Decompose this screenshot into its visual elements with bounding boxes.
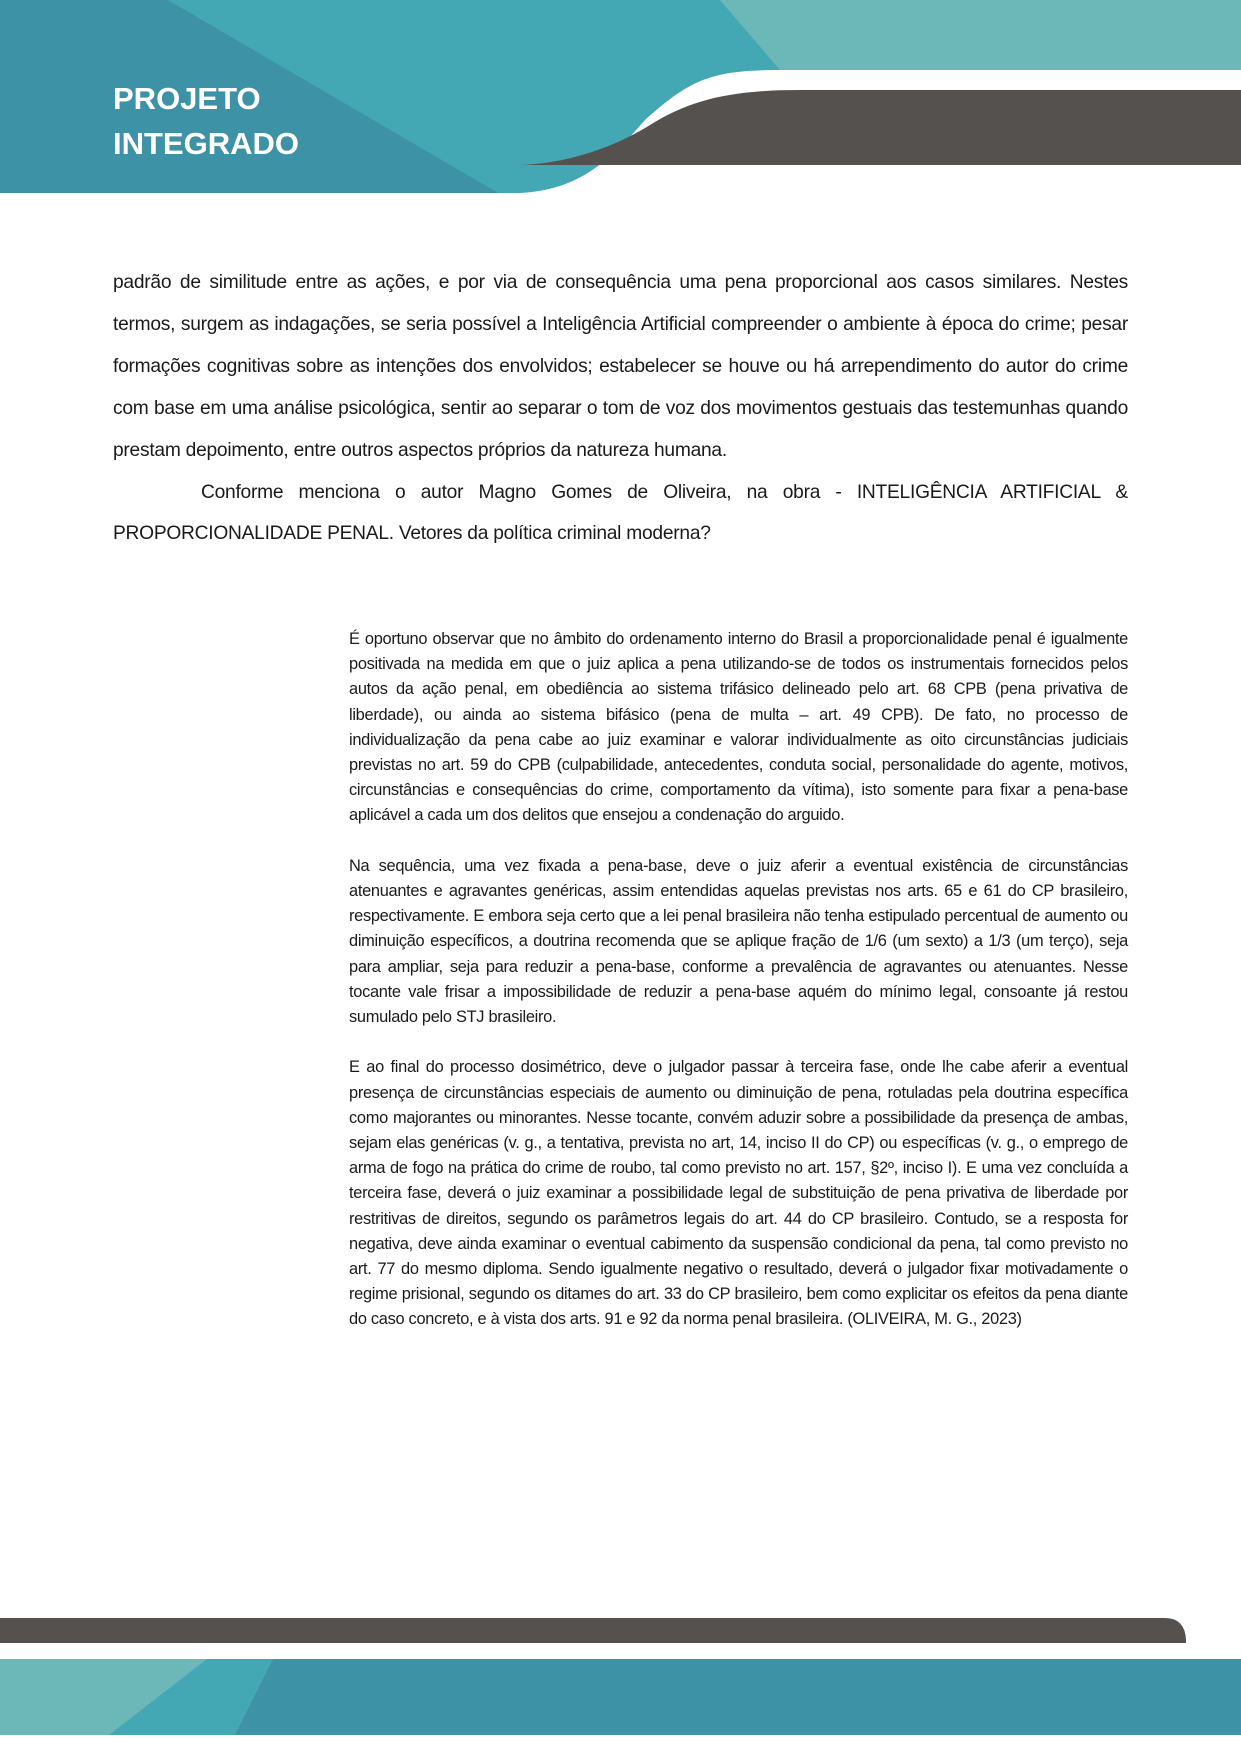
body-paragraph: Conforme menciona o autor Magno Gomes de Oliveira, na obra - INTELIGÊNCIA ARTIFICIAL & PROPORCIONALIDADE PENAL. Vetores da política criminal moderna? [113,481,1128,545]
quote-paragraph: Na sequência, uma vez fixada a pena-base, deve o juiz aferir a eventual existência de circunstâncias atenuantes e agravantes genéricas, assim entendidas aquelas previstas nos arts. 65 e 61 do CP brasileiro, respectivamente. E embora seja certo que a lei penal brasileira não tenha estipulado percentual de aumento ou diminuição específicos, a doutrina recomenda que se aplique fração de 1/6 (um sexto) a 1/3 (um terço), seja para ampliar, seja para reduzir a pena-base, conforme a prevalência de agravantes ou atenuantes. Nesse tocante vale frisar a impossibilidade de reduzir a pena-base aquém do mínimo legal, consoante já restou sumulado pelo STJ brasileiro. [349,856,1128,1027]
brand-line-1: PROJETO [113,81,261,116]
quote-paragraph: É oportuno observar que no âmbito do ordenamento interno do Brasil a proporcionalidade penal é igualmente positivada na medida em que o juiz aplica a pena utilizando-se de todos os instrumentais fornecidos pelos autos da ação penal, em obediência ao sistema trifásico delineado pelo art. 68 CPB (pena privativa de liberdade), ou ainda ao sistema bifásico (pena de multa – art. 49 CPB). De fato, no processo de individualização da pena cabe ao juiz examinar e valorar individualmente as oito circunstâncias judiciais previstas no art. 59 do CPB (culpabilidade, antecedentes, conduta social, personalidade do agente, motivos, circunstâncias e consequências do crime, comportamento da vítima), isto somente para fixar a pena-base aplicável a cada um dos delitos que ensejou a condenação do arguido. [349,630,1128,825]
header-light-top [720,0,1241,70]
quote-paragraph: E ao final do processo dosimétrico, deve o julgador passar à terceira fase, onde lhe cabe aferir a eventual presença de circunstâncias especiais de aumento ou diminuição de pena, rotuladas pela doutrina específica como majorantes ou minorantes. Nesse tocante, convém aduzir sobre a possibilidade da presença de ambas, sejam elas genéricas (v. g., a tentativa, prevista no art, 14, inciso II do CP) ou específicas (v. g., o emprego de arma de fogo na prática do crime de roubo, tal como previsto no art. 157, §2º, inciso I). E uma vez concluída a terceira fase, deverá o juiz examinar a possibilidade legal de substituição de pena privativa de liberdade por restritivas de direitos, segundo os parâmetros legais do art. 44 do CP brasileiro. Contudo, se a resposta for negativa, deve ainda examinar o eventual cabimento da suspensão condicional da pena, tal como previsto no art. 77 do mesmo diploma. Sendo igualmente negativo o resultado, deverá o julgador fixar motivadamente o regime prisional, segundo os ditames do art. 33 do CP brasileiro, bem como explicitar os efeitos da pena diante do caso concreto, e à vista dos arts. 91 e 92 da norma penal brasileira. (OLIVEIRA, M. G., 2023) [349,1058,1128,1329]
header-bottom-white [0,193,1241,200]
brand-title [113,76,299,166]
body-text [113,262,1128,555]
brand-line-2: INTEGRADO [113,126,299,161]
footer-banner [0,1600,1241,1755]
block-quote [349,627,1128,1358]
body-paragraph: padrão de similitude entre as ações, e por via de consequência uma pena proporcional aos casos similares. Nestes termos, surgem as indagações, se seria possível a Inteligência Artificial compreender o ambiente à época do crime; pesar formações cognitivas sobre as intenções dos envolvidos; estabelecer se houve ou há arrependimento do autor do crime com base em uma análise psicológica, sentir ao separar o tom de voz dos movimentos gestuais das testemunhas quando prestam depoimento, entre outros aspectos próprios da natureza humana. [113,272,1128,461]
footer-gray-bar [0,1618,1186,1643]
